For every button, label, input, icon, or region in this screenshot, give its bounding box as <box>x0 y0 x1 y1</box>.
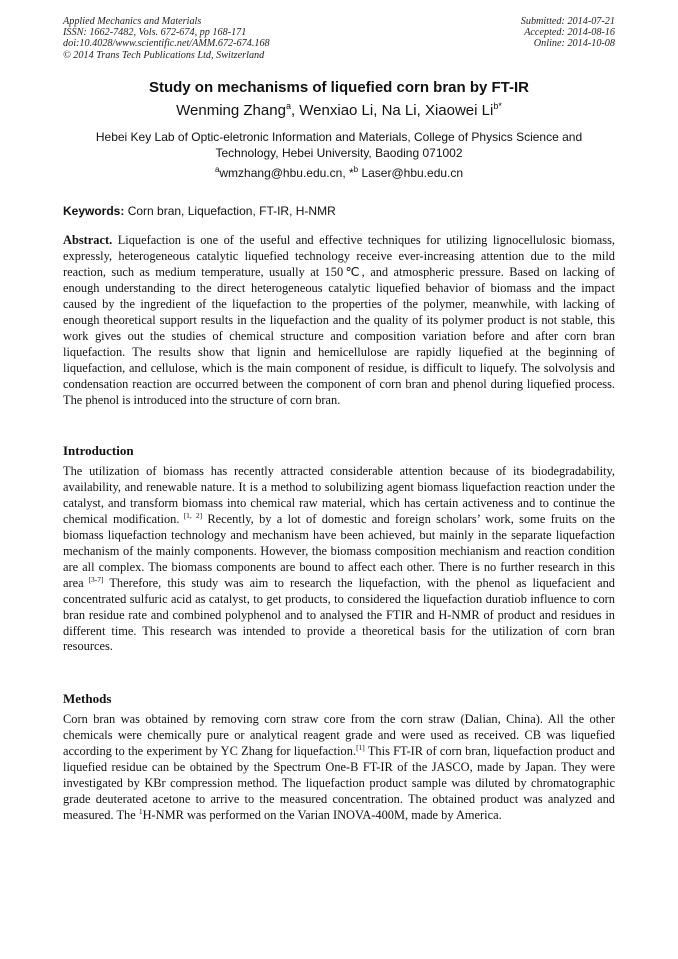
author-affil-mark: b* <box>493 101 502 111</box>
journal-issn: ISSN: 1662-7482, Vols. 672-674, pp 168-171 <box>63 27 247 39</box>
journal-name: Applied Mechanics and Materials <box>63 16 202 27</box>
accepted-date: Accepted: 2014-08-16 <box>524 27 615 39</box>
section-heading-methods: Methods <box>63 691 112 706</box>
author-emails: $^a$wmzhang@hbu.edu.cn, *$^b$ Laser@hbu.edu.cn <box>214 165 464 180</box>
paper-title: Study on mechanisms of liquefied corn bran by FT-IR <box>148 79 530 96</box>
journal-doi: doi:10.4028/www.scientific.net/AMM.672-674.168 <box>63 38 270 50</box>
author-affil-mark: a <box>285 101 291 111</box>
keywords <box>63 204 615 218</box>
keywords-text: Corn bran, Liquefaction, FT-IR, H-NMR <box>124 204 336 218</box>
affiliation: Hebei Key Lab of Optic-eletronic Information and Materials, College of Physics Science and Technology, Hebei University, Baoding 071002 <box>95 130 583 160</box>
citation[interactable]: [1] <box>356 742 365 752</box>
author-list: Wenming Zhang$^a$, Wenxiao Li, Na Li, Xiaowei $Li^{b*}$ <box>176 101 502 119</box>
journal-copyright: © 2014 Trans Tech Publications Ltd, Switzerland <box>63 49 265 61</box>
citation[interactable]: [1, 2] <box>179 510 203 520</box>
author-name: Wenxiao Li <box>299 102 374 119</box>
introduction-paragraph: The utilization of biomass has recently attracted considerable attention because of its biodegradability, availability, and renewable nature. It is a method to solubilizing agent biomass liquefaction reaction under the catalyst, and transform biomass into chemical raw material, which has certain activeness and to continue the chemical modification. [1, 2] Recently, by a lot of domestic and foreign scholars’ work, some fruits on the biomass liquefaction technology and mechanism have been achieved, but mainly in the separate liquefaction mechanism of the mainly components. However, the biomass composition mechianism and reaction condition are all complex. The biomass components are bound to affect each other. There is no further research in this area [3-7] Therefore, this study was aim to research the liquefaction, with the phenol as liquefacient and concentrated sulfuric acid as catalyst, to get products, to considered the liquefaction duratiob influence to corn bran residue rate and combined polyphenol and to analysed the FTIR and H-NMR of product and residues in different time. This research was intended to provide a theoretical basis for the utilization of corn bran resources. <box>63 464 616 654</box>
abstract-text: Liquefaction is one of the useful and effective techniques for utilizing lignocellulosic biomass, expressly, heterogeneous catalytic liquefied technology receive ever-increasing attention due to the mild reaction, such as medium temperature, usually at 150℃, and atmospheric pressure. Based on lacking of enough understanding to the direct heterogeneous catalytic liquefied behavior of biomass and the impact caused by the ingredient of the liquefaction to the properties of the polymer, meanwhile, with lacking of enough theoretical support results in the liquefaction and the quality of its polymer product is not stable, this work gives out the studies of chemical structure and composition variation before and after corn bran liquefaction. The results show that lignin and hemicellulose are rapidly liquefied at the beginning of liquefaction, and cellulose, which is the main component of residue, is difficult to liquefy. The solvolysis and condensation reaction are occurred between the component of corn bran and phenol during liquefied process. The phenol is introduced into the structure of corn bran. <box>63 233 615 407</box>
author-name: Na Li <box>381 102 417 119</box>
abstract <box>63 233 615 408</box>
email-link[interactable]: Laser@hbu.edu.cn <box>358 166 464 180</box>
journal-info <box>63 16 270 61</box>
submission-dates <box>521 16 615 50</box>
section-heading-introduction: Introduction <box>63 443 134 458</box>
methods-paragraph: Corn bran was obtained by removing corn straw core from the corn straw (Dalian, China). All the other chemicals were chemically pure or analytical reagent grade and were used as received. CB was liquefied according to the experiment by YC Zhang for liquefaction.[1] This FT-IR of corn bran, liquefaction product and liquefied residue can be obtained by the Spectrum One-B FT-IR of the JASCO, made by Japan. They were investigated by KBr compression method. The liquefaction product sample was diluted by chromatographic grade deuterated acetone to arrive to the measured concentration. The obtained product was analyzed and measured. The $^1$H-NMR was performed on the Varian INOVA-400M, made by America. <box>63 712 615 822</box>
author-name: Xiaowei Li <box>424 102 494 119</box>
citation[interactable]: [3-7] <box>83 574 104 584</box>
author-name: Wenming Zhang <box>176 102 286 119</box>
keywords-label: Keywords: <box>63 204 125 218</box>
submitted-date: Submitted: 2014-07-21 <box>520 16 615 27</box>
online-date: Online: 2014-10-08 <box>533 38 615 50</box>
email-link[interactable]: wmzhang@hbu.edu.cn <box>219 166 343 180</box>
abstract-label: Abstract. <box>63 233 113 247</box>
